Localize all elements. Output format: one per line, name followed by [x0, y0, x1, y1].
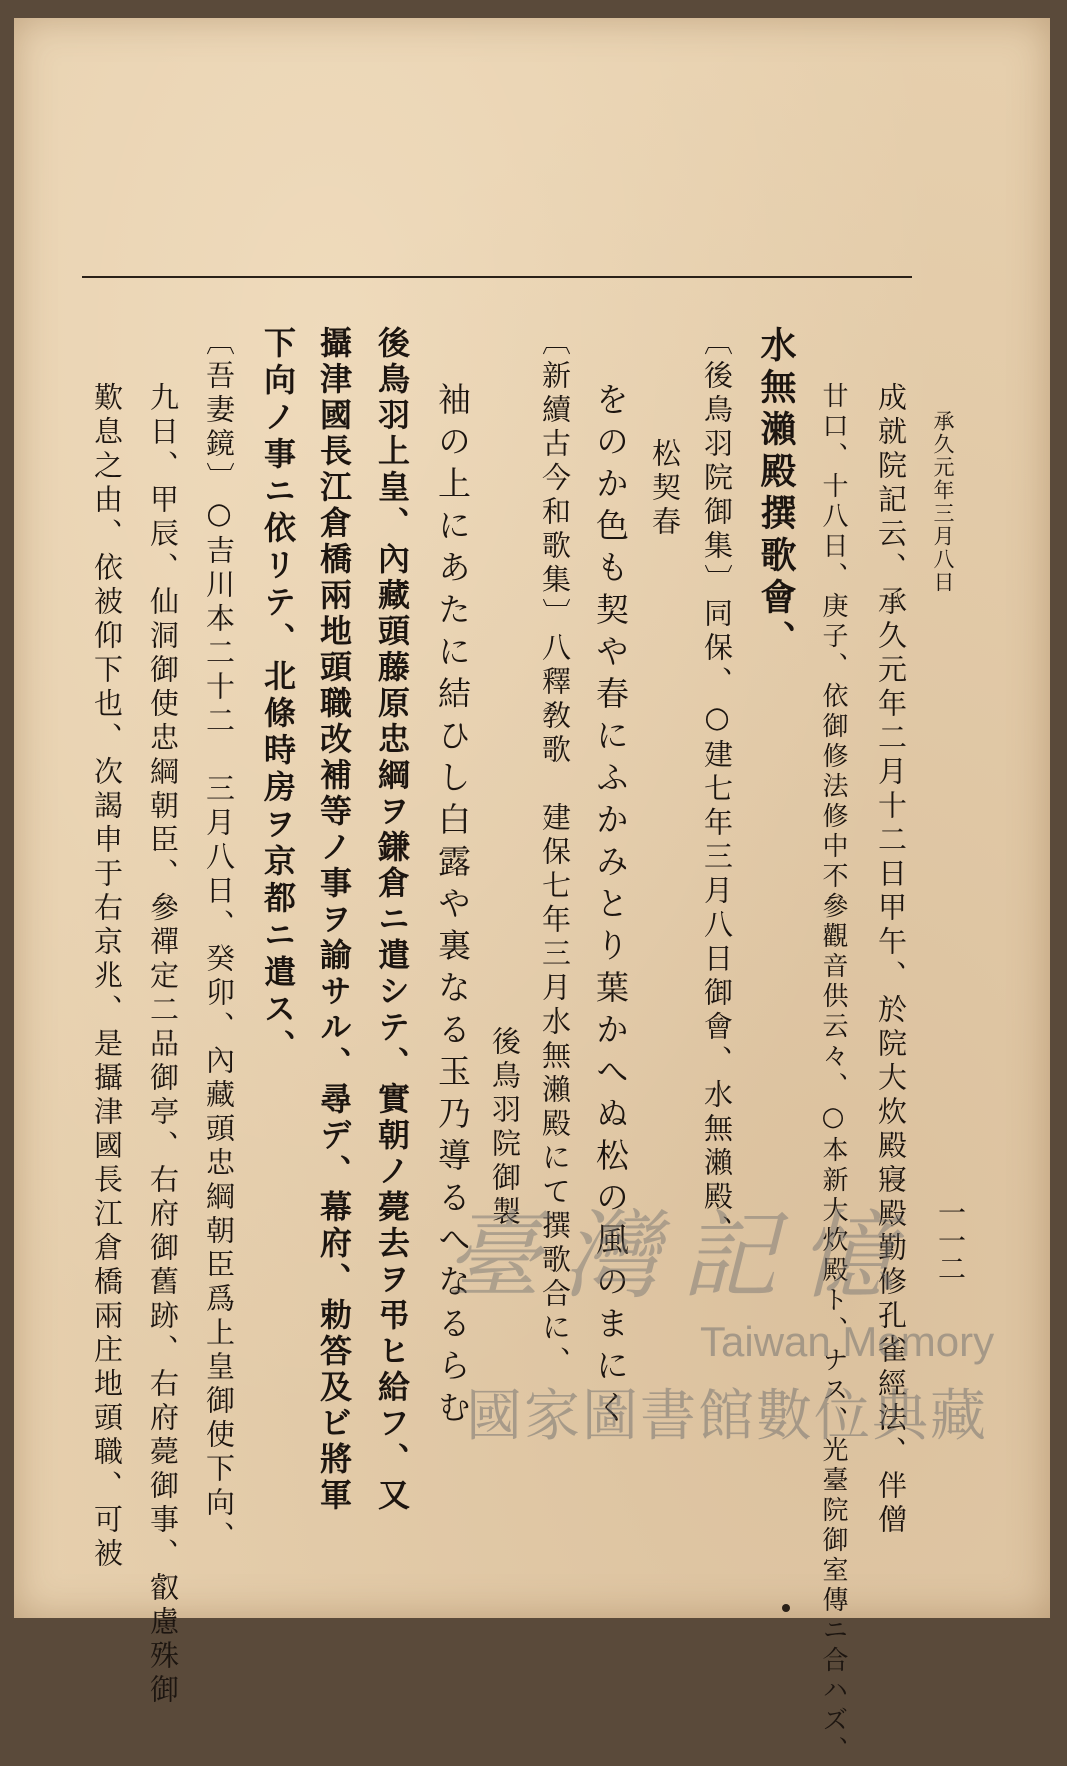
entry-heading-line-3: 下向ノ事ニ依リテ、北條時房ヲ京都ニ遣ス、	[259, 326, 297, 1066]
text-column-2: 廿口、十八日、庚子、依御修法修中不參觀音供云々、○本新大炊殿ト、ナス、光臺院御室傳ニ合ハズ、	[818, 382, 848, 1766]
section-heading-minase: 水無瀨殿撰歌會、	[755, 326, 797, 662]
text-column-azuma-2: 歎息之由、依被仰下也、次謁申于右京兆、是攝津國長江倉橋兩庄地頭職、可被	[90, 382, 124, 1572]
poem-2: 袖の上にあたに結ひし白露や裏なる玉乃導るへなるらむ	[433, 382, 472, 1432]
poem-1: をのか色も契や春にふかみとり葉かへぬ松の風のまにく	[591, 382, 630, 1432]
header-rule	[82, 276, 912, 278]
watermark-english: Taiwan Memory	[700, 1318, 995, 1365]
poem-title: 松契春	[648, 438, 682, 540]
page-number: 一一二	[934, 1198, 967, 1282]
watermark-brand: 臺灣記憶	[445, 1200, 917, 1312]
text-column-1: 成就院記云、承久元年二月十二日甲午、於院大炊殿寢殿勤修孔雀經法、伴僧	[874, 382, 908, 1538]
watermark-institution: 國家圖書館數位典藏	[466, 1384, 988, 1447]
entry-heading-line-2: 攝津國長江倉橋兩地頭職改補等ノ事ヲ諭サル、尋デ、幕府、勅答及ビ將軍	[315, 326, 353, 1514]
text-column-azuma-1: 九日、甲辰、仙洞御使忠綱朝臣、參禪定二品御亭、右府御舊跡、右府薨御事、叡慮殊御	[146, 382, 180, 1708]
source-citation-shin-shoku-kokin: 〔新續古今和歌集〕八釋敎歌 建保七年三月水無瀨殿にて撰歌合に、	[538, 326, 572, 1380]
entry-heading-line-1: 後鳥羽上皇、內藏頭藤原忠綱ヲ鎌倉ニ遣シテ、實朝ノ薨去ヲ弔ヒ給フ、又	[373, 326, 411, 1514]
ink-dot	[782, 1604, 790, 1612]
running-head: 承久元年三月八日	[931, 410, 955, 594]
source-citation-gotoba-shu: 〔後鳥羽院御集〕同保、○建七年三月八日御會、水無瀨殿、	[700, 326, 734, 1249]
poem-author: 後鳥羽院御製	[488, 1026, 522, 1230]
source-citation-azuma-kagami: 〔吾妻鏡〕○吉川本二十二 三月八日、癸卯、內藏頭忠綱朝臣爲上皇御使下向、	[202, 326, 236, 1555]
